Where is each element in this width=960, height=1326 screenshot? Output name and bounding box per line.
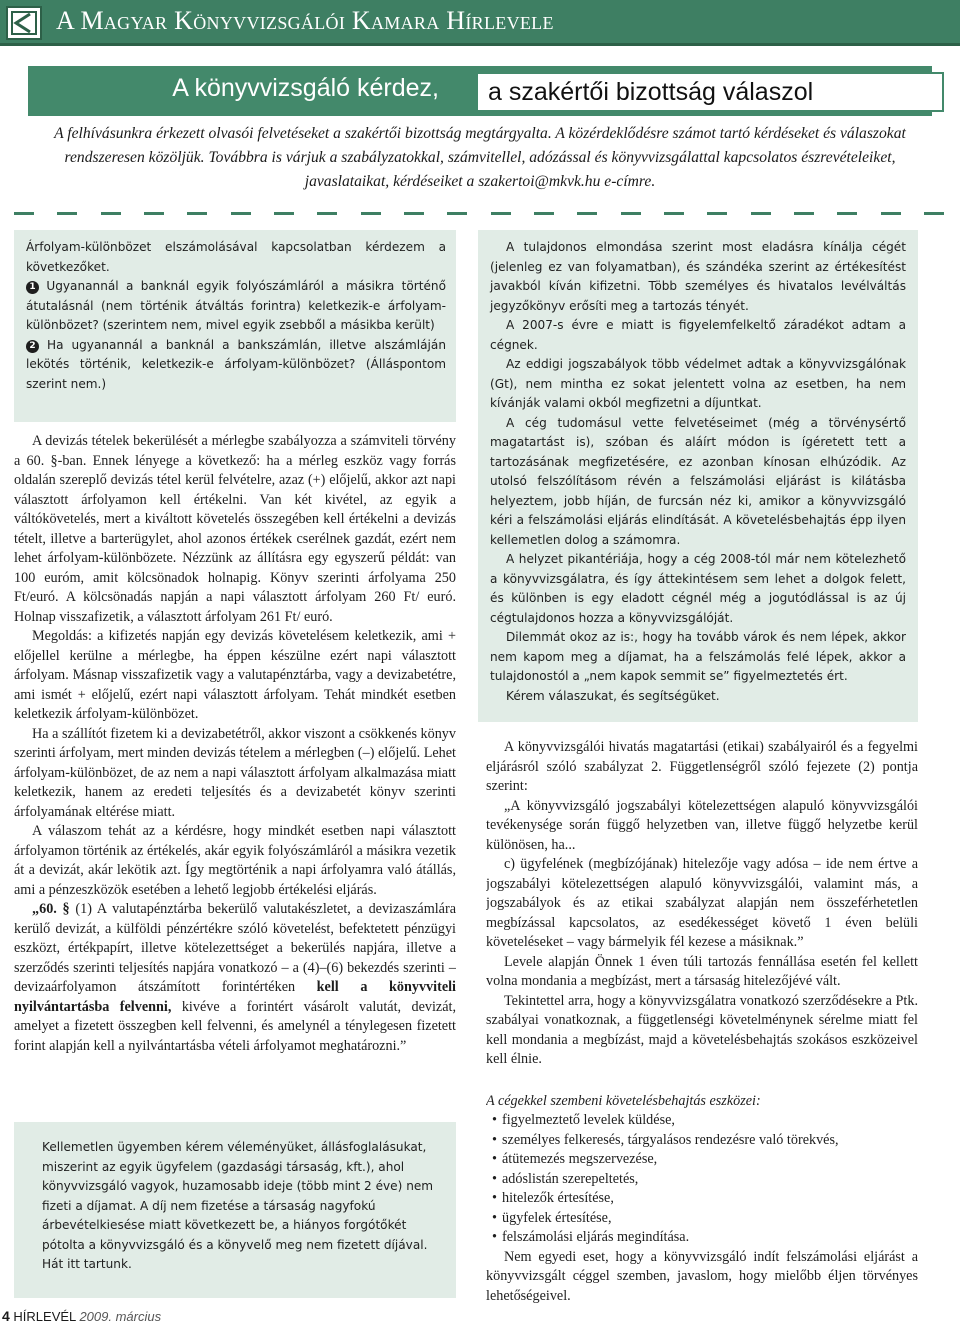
- page-footer: [2, 1308, 161, 1324]
- answer1-paragraph: Ha a szállítót fizetem ki a devizabetétről, akkor viszont a csökkenés könyv szerinti árfolyam, mert minden devizás tételem a mérlegben (–) előjelű. Lehet árfolyam-különbözet, de az nem a napi választott árfolyam alkalmazása miatt keletkezik, hanem az eredeti teljesítés és a devizabetét könyv szerinti árfolyamának eltérése miatt.: [14, 725, 456, 820]
- dash: [144, 212, 164, 215]
- banner-right-text: a szakértői bizottság válaszol: [476, 72, 944, 112]
- dashed-divider: [14, 212, 944, 216]
- answer2-paragraph: Levele alapján Önnek 1 éven túli tartozás fennállása esetén fel kellett volna mondania a megbízást, mert a társaság hitelezőjévé vált.: [486, 953, 918, 989]
- dash: [404, 212, 424, 215]
- answer2-paragraph: Tekintettel arra, hogy a könyvvizsgálatra vonatkozó szerződésekre a Ptk. szabályai vonatkoznak, a függetlenségi követelménynek sérelme miatt fel kell mondania a megbízást, majd a követelésbehajtás szokásos eszközeivel kell élnie.: [486, 992, 918, 1067]
- dash: [447, 212, 467, 215]
- publication-name: HÍRLEVÉL: [13, 1309, 76, 1324]
- list-item: • ügyfelek értesítése,: [492, 1209, 918, 1229]
- answer-column-2: [486, 738, 918, 1318]
- question2-paragraph: Az eddigi jogszabályok több védelmet adtak a könyvvizsgálónak (Gt), nem mintha ez sokat jelentett volna az esetben, ha nem kívánják valami okból megfizetni a díjuntkat.: [490, 357, 906, 410]
- dash: [534, 212, 554, 215]
- dash: [57, 212, 77, 215]
- question3-paragraph: Kellemetlen ügyemben kérem véleményüket, állásfoglalásukat, miszerint az egyik ügyfelem (gazdasági társaság, kft.), ahol könyvvizsgáló vagyok, huzamosabb ideje (több mint 2 éve) nem fizeti a díjamat. A díj nem fizetése a társaság nagyfokú árbevételkiesése miatt következett be, a hiányos forgótőkét pótolta a könyvvizsgáló és a könyvelő meg nem fizetett díjával. Hát itt tartunk.: [42, 1140, 434, 1271]
- answer1-paragraph: A devizás tételek bekerülését a mérlegbe szabályozza a számviteli törvény a 60. §-ban. Ennek lényege a következő: ha a mérleg eszköz vagy forrás oldalán szereplő devizás tétel kerül felvételre, azaz (+) előjelű, akkor azt napi választott árfolyamon kell értékelni. Van két kivétel, az egyik a váltókövetelés, mert a kiváltott követelés összegében kell értékelni a devizás tételt, illetve a barterügylet, ahol azonos értékek cserélnek gazdát, ezért nem lehet árfolyam-különbözete. Nézzünk az állításra egy egyszerű példát: van 100 euróm, amit kölcsönadok holnapig. Könyv szerinti árfolyama 250 Ft/euró. A kölcsönadás napján a napi választott árfolyam 260 Ft/ euró. Holnap visszafizetik, a választott árfolyam 261 Ft/ euró.: [14, 433, 456, 625]
- dash: [187, 212, 207, 215]
- question2-closing: Kérem válaszukat, és segítségüket.: [506, 688, 720, 703]
- answer2-quote: „A könyvvizsgáló jogszabályi kötelezettségen alapuló könyvvizsgálói tevékenysége során függő helyzetben van, illetve függő helyzetbe kerül különösen, ha...: [486, 797, 918, 853]
- dash: [231, 212, 251, 215]
- page-number: 4: [2, 1308, 10, 1324]
- question2-paragraph: A tulajdonos elmondása szerint most eladásra kínálja cégét (jelenleg ez van folyamatban), és szándéka szerint az értékesítést javakból kíván kifizetni. Több személyes és hivatalos levélváltás jegyzőkönyv erősíti meg a tartozás tényét.: [490, 240, 906, 313]
- logo-icon: [6, 6, 42, 40]
- dash: [274, 212, 294, 215]
- number-one-icon: 1: [26, 281, 39, 294]
- section-banner: [28, 66, 932, 116]
- dash: [794, 212, 814, 215]
- dash: [707, 212, 727, 215]
- list-item: • felszámolási eljárás megindítása.: [492, 1228, 918, 1248]
- question2-paragraph: A cég tudomásul vette felvetéseimet (még a törvénysértő magatartást is), szóban és aláírt módon is ígéretett tett a tartozásának megfizetésére, ez azonban kínosan elhúzódik. Az utolsó felszólításom révén a felszámolási eljárást is kilátásba helyeztem, jobb híján, de furcsán néz ki, amikor a könyvvizsgáló kéri a felszámolási eljárás elindítását. A követelésbehajtás épp ilyen kellemetlen dolog a számomra.: [490, 415, 906, 547]
- dash: [837, 212, 857, 215]
- collection-tools-list: [486, 1111, 918, 1248]
- dash: [664, 212, 684, 215]
- question-box-3: [14, 1122, 456, 1298]
- dash: [101, 212, 121, 215]
- question-box-2: [478, 230, 918, 722]
- dash: [361, 212, 381, 215]
- answer2-paragraph: Nem egyedi eset, hogy a könyvvizsgáló indít felszámolási eljárást a könyvvizsgált céggel szemben, javaslom, hogy mielőbb éljen törvényes lehetőségeivel.: [486, 1248, 918, 1304]
- question1-item-2: 2 Ha ugyanannál a banknál a bankszámlán, illetve alszámláján lekötés történik, keletkezik-e árfolyam-különbözet? (Álláspontom szerint nem.): [26, 337, 446, 391]
- issue-date: 2009. március: [79, 1309, 162, 1324]
- question1-item-1: 1 Ugyanannál a banknál egyik folyószámláról a másikra történő átutalásnál (nem történik átváltás forintra) keletkezik-e árfolyam-különbözet? (szerintem nem, mivel egyik zsebből a másikba került): [26, 279, 446, 332]
- list-item: • személyes felkeresés, tárgyalásos rendezésre való törekvés,: [492, 1131, 918, 1151]
- dash: [924, 212, 944, 215]
- masthead: [0, 0, 960, 46]
- masthead-title: A Magyar Könyvvizsgálói Kamara Hírlevele: [56, 6, 554, 35]
- question-box-1: [14, 230, 456, 422]
- dash: [491, 212, 511, 215]
- number-two-icon: 2: [26, 340, 39, 353]
- list-item: • hitelezők értesítése,: [492, 1189, 918, 1209]
- answer2-paragraph: A könyvvizsgálói hivatás magatartási (etikai) szabályairól és a fegyelmi eljárásról szóló szabályzat 2. Függetlenségről szóló fejezete (2) pontja szerint:: [486, 739, 918, 794]
- dash: [14, 212, 34, 215]
- answer-column-1: [14, 432, 456, 1122]
- banner-left-text: A könyvvizsgáló kérdez,: [172, 74, 439, 102]
- dash: [881, 212, 901, 215]
- list-title: A cégekkel szembeni követelésbehajtás eszközei:: [486, 1092, 761, 1109]
- dash: [621, 212, 641, 215]
- intro-text: A felhívásunkra érkezett olvasói felvetéseket a szakértői bizottság megtárgyalta. A közérdeklődésre számot tartó kérdéseket és válaszokat rendszeresen közöljük. Továbbra is várjuk a szabályzatokkal, számvitellel, adózással és könyvvizsgálattal kapcsolatos észrevételeiket, javaslataikat, kérdéseiket a szakertoi@mkvk.hu e-címre.: [54, 125, 906, 190]
- question1-intro: Árfolyam-különbözet elszámolásával kapcsolatban kérdezem a következőket.: [26, 240, 446, 274]
- question2-paragraph: Dilemmát okoz az is:, hogy ha tovább várok és nem lépek, akkor nem kapom meg a díjamat, ha a felszámolás felé lépek, akkor a tulajdonostól a „nem kapok semmit se” figyelmeztetés ért.: [490, 630, 906, 683]
- law-quote: „60. § (1) A valutapénztárba bekerülő valutakészletet, a devizaszámlára kerülő devizát, a külföldi pénzértékre szóló követelést, befektetett pénzügyi eszközt, értékpapírt, illetve kötelezettséget a bekerülés napjára, illetve a szerződés szerinti teljesítés napjára vonatkozó – a (4)–(6) bekezdés szerinti – devizaárfolyamon átszámított forintértéken kell a könyvviteli nyilvántartásba felvenni, kivéve a forintért vásárolt valutát, devizát, amelyet a fizetett összegben kell felvenni, és amelynél a ténylegesen fizetett forint alapján kell a nyilvántartásba vételi árfolyamot meghatározni.”: [14, 901, 456, 1054]
- list-item: • figyelmeztető levelek küldése,: [492, 1111, 918, 1131]
- dash: [751, 212, 771, 215]
- question2-paragraph: A helyzet pikantériája, hogy a cég 2008-tól már nem kötelezhető a könyvvizsgálatra, és így áttekintésem sem lehet a dolgok felett, és különben is egy eladott cégnél még a jogutódlással is az új cégtulajdonos hozza a könyvvizsgálóját.: [490, 552, 906, 625]
- list-item: • adóslistán szerepeltetés,: [492, 1170, 918, 1190]
- question2-paragraph: A 2007-s évre e miatt is figyelemfelkeltő záradékot adtam a cégnek.: [490, 318, 906, 352]
- list-item: • átütemezés megszervezése,: [492, 1150, 918, 1170]
- dash: [317, 212, 337, 215]
- dash: [577, 212, 597, 215]
- answer1-paragraph: A válaszom tehát az a kérdésre, hogy mindkét esetben napi választott árfolyamon történik az értékelés, akár egyik folyószámláról a másikra vezetik át a devizát, akár lekötik azt. Így megtörténik a napi árfolyamra való átállás, ami a pénzeszközök esetében a lehető legjobb értékelési eljárás.: [14, 823, 456, 898]
- answer1-paragraph: Megoldás: a kifizetés napján egy devizás követelésem keletkezik, ami + előjellel kerülne a mérlegbe, ha éppen készülne ezért napi választott árfolyam. Másnap visszafizetik vagy a valutapénztárba, vagy a devizabetétre, ami ismét + előjelű, ezért napi választott árfolyam. Tehát mindkét esetben keletkezik árfolyam-különbözet.: [14, 628, 456, 722]
- answer2-quote: c) ügyfelének (megbízójának) hitelezője vagy adósa – ide nem értve a jogszabályi kötelezettségen alapuló könyvvizsgálói, valamint más, a jogszabályok és az etikai szabályzat alapján nem összeférhetetlen megbízással kapcsolatos, az esedékességet követő 1 éven belüli követeléseket – vagy bármelyik fél kezese a másiknak.”: [486, 856, 918, 950]
- spacer: [486, 1070, 918, 1092]
